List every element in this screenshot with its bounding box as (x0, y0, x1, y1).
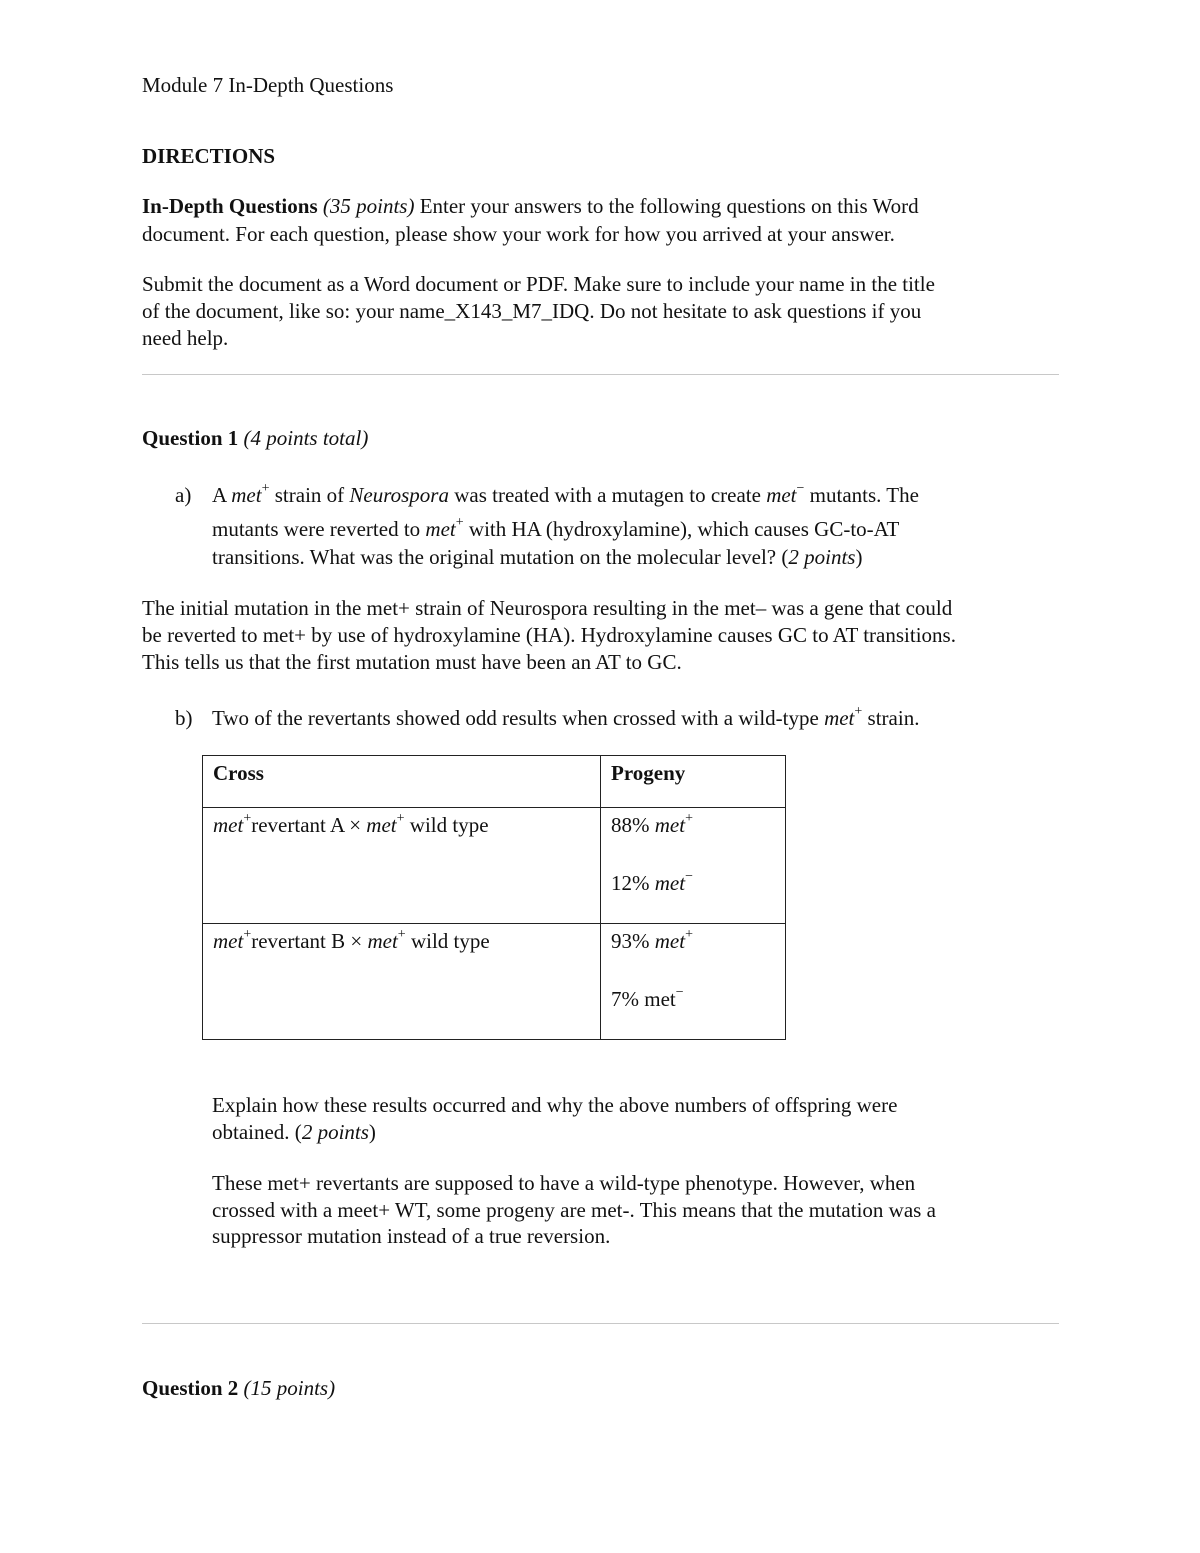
cross-cell-a: met+revertant A × met+ wild type (203, 808, 601, 924)
progeny-cell-b: 93% met+ 7% met− (601, 924, 786, 1040)
question1b-line1: Two of the revertants showed odd results when crossed with a wild-type met+ strain. (212, 704, 920, 730)
progeny-cell-a: 88% met+ 12% met− (601, 808, 786, 924)
question1a-line1: A met+ strain of Neurospora was treated with a mutagen to create met− mutants. The (212, 481, 919, 507)
header-cross-cell: Cross (203, 756, 601, 808)
question1b-explain-line2: obtained. (2 points) (212, 1120, 376, 1144)
directions-heading: DIRECTIONS (142, 144, 276, 168)
question1a-answer-line1: The initial mutation in the met+ strain of Neurospora resulting in the met– was a gene that could (142, 596, 953, 620)
question1b-answer-line2: crossed with a meet+ WT, some progeny are met-. This means that the mutation was a (212, 1198, 936, 1222)
question1b-answer-line1: These met+ revertants are supposed to have a wild-type phenotype. However, when (212, 1171, 916, 1195)
directions-intro-line2: document. For each question, please show your work for how you arrived at your answer. (142, 222, 895, 246)
question1a-answer-line2: be reverted to met+ by use of hydroxylamine (HA). Hydroxylamine causes GC to AT transitions. (142, 623, 956, 647)
header-progeny-cell: Progeny (601, 756, 786, 808)
question1b-explain-line1: Explain how these results occurred and why the above numbers of offspring were (212, 1093, 898, 1117)
document-title: Module 7 In-Depth Questions (142, 73, 394, 97)
question1b-marker: b) (175, 706, 193, 730)
question1-heading: Question 1 (4 points total) (142, 426, 369, 450)
table-row (203, 924, 786, 1040)
section-divider (142, 1323, 1059, 1324)
cross-cell-b: met+revertant B × met+ wild type (203, 924, 601, 1040)
question1a-answer-line3: This tells us that the first mutation must have been an AT to GC. (142, 650, 682, 674)
question2-heading: Question 2 (15 points) (142, 1376, 336, 1400)
directions-submit-line1: Submit the document as a Word document or PDF. Make sure to include your name in the title (142, 272, 935, 296)
table-header-row (203, 756, 786, 808)
question1a-line2: mutants were reverted to met+ with HA (hydroxylamine), which causes GC-to-AT (212, 515, 900, 541)
question1b-answer-line3: suppressor mutation instead of a true reversion. (212, 1224, 611, 1248)
table-row (203, 808, 786, 924)
directions-intro-line1: In-Depth Questions (35 points) Enter your answers to the following questions on this Word (142, 194, 919, 218)
directions-submit-line2: of the document, like so: your name_X143_M7_IDQ. Do not hesitate to ask questions if you (142, 299, 922, 323)
question1a-marker: a) (175, 483, 192, 507)
question1a-line3: transitions. What was the original mutation on the molecular level? (2 points) (212, 545, 863, 569)
cross-table (202, 755, 786, 1040)
directions-submit-line3: need help. (142, 326, 229, 350)
section-divider (142, 374, 1059, 375)
